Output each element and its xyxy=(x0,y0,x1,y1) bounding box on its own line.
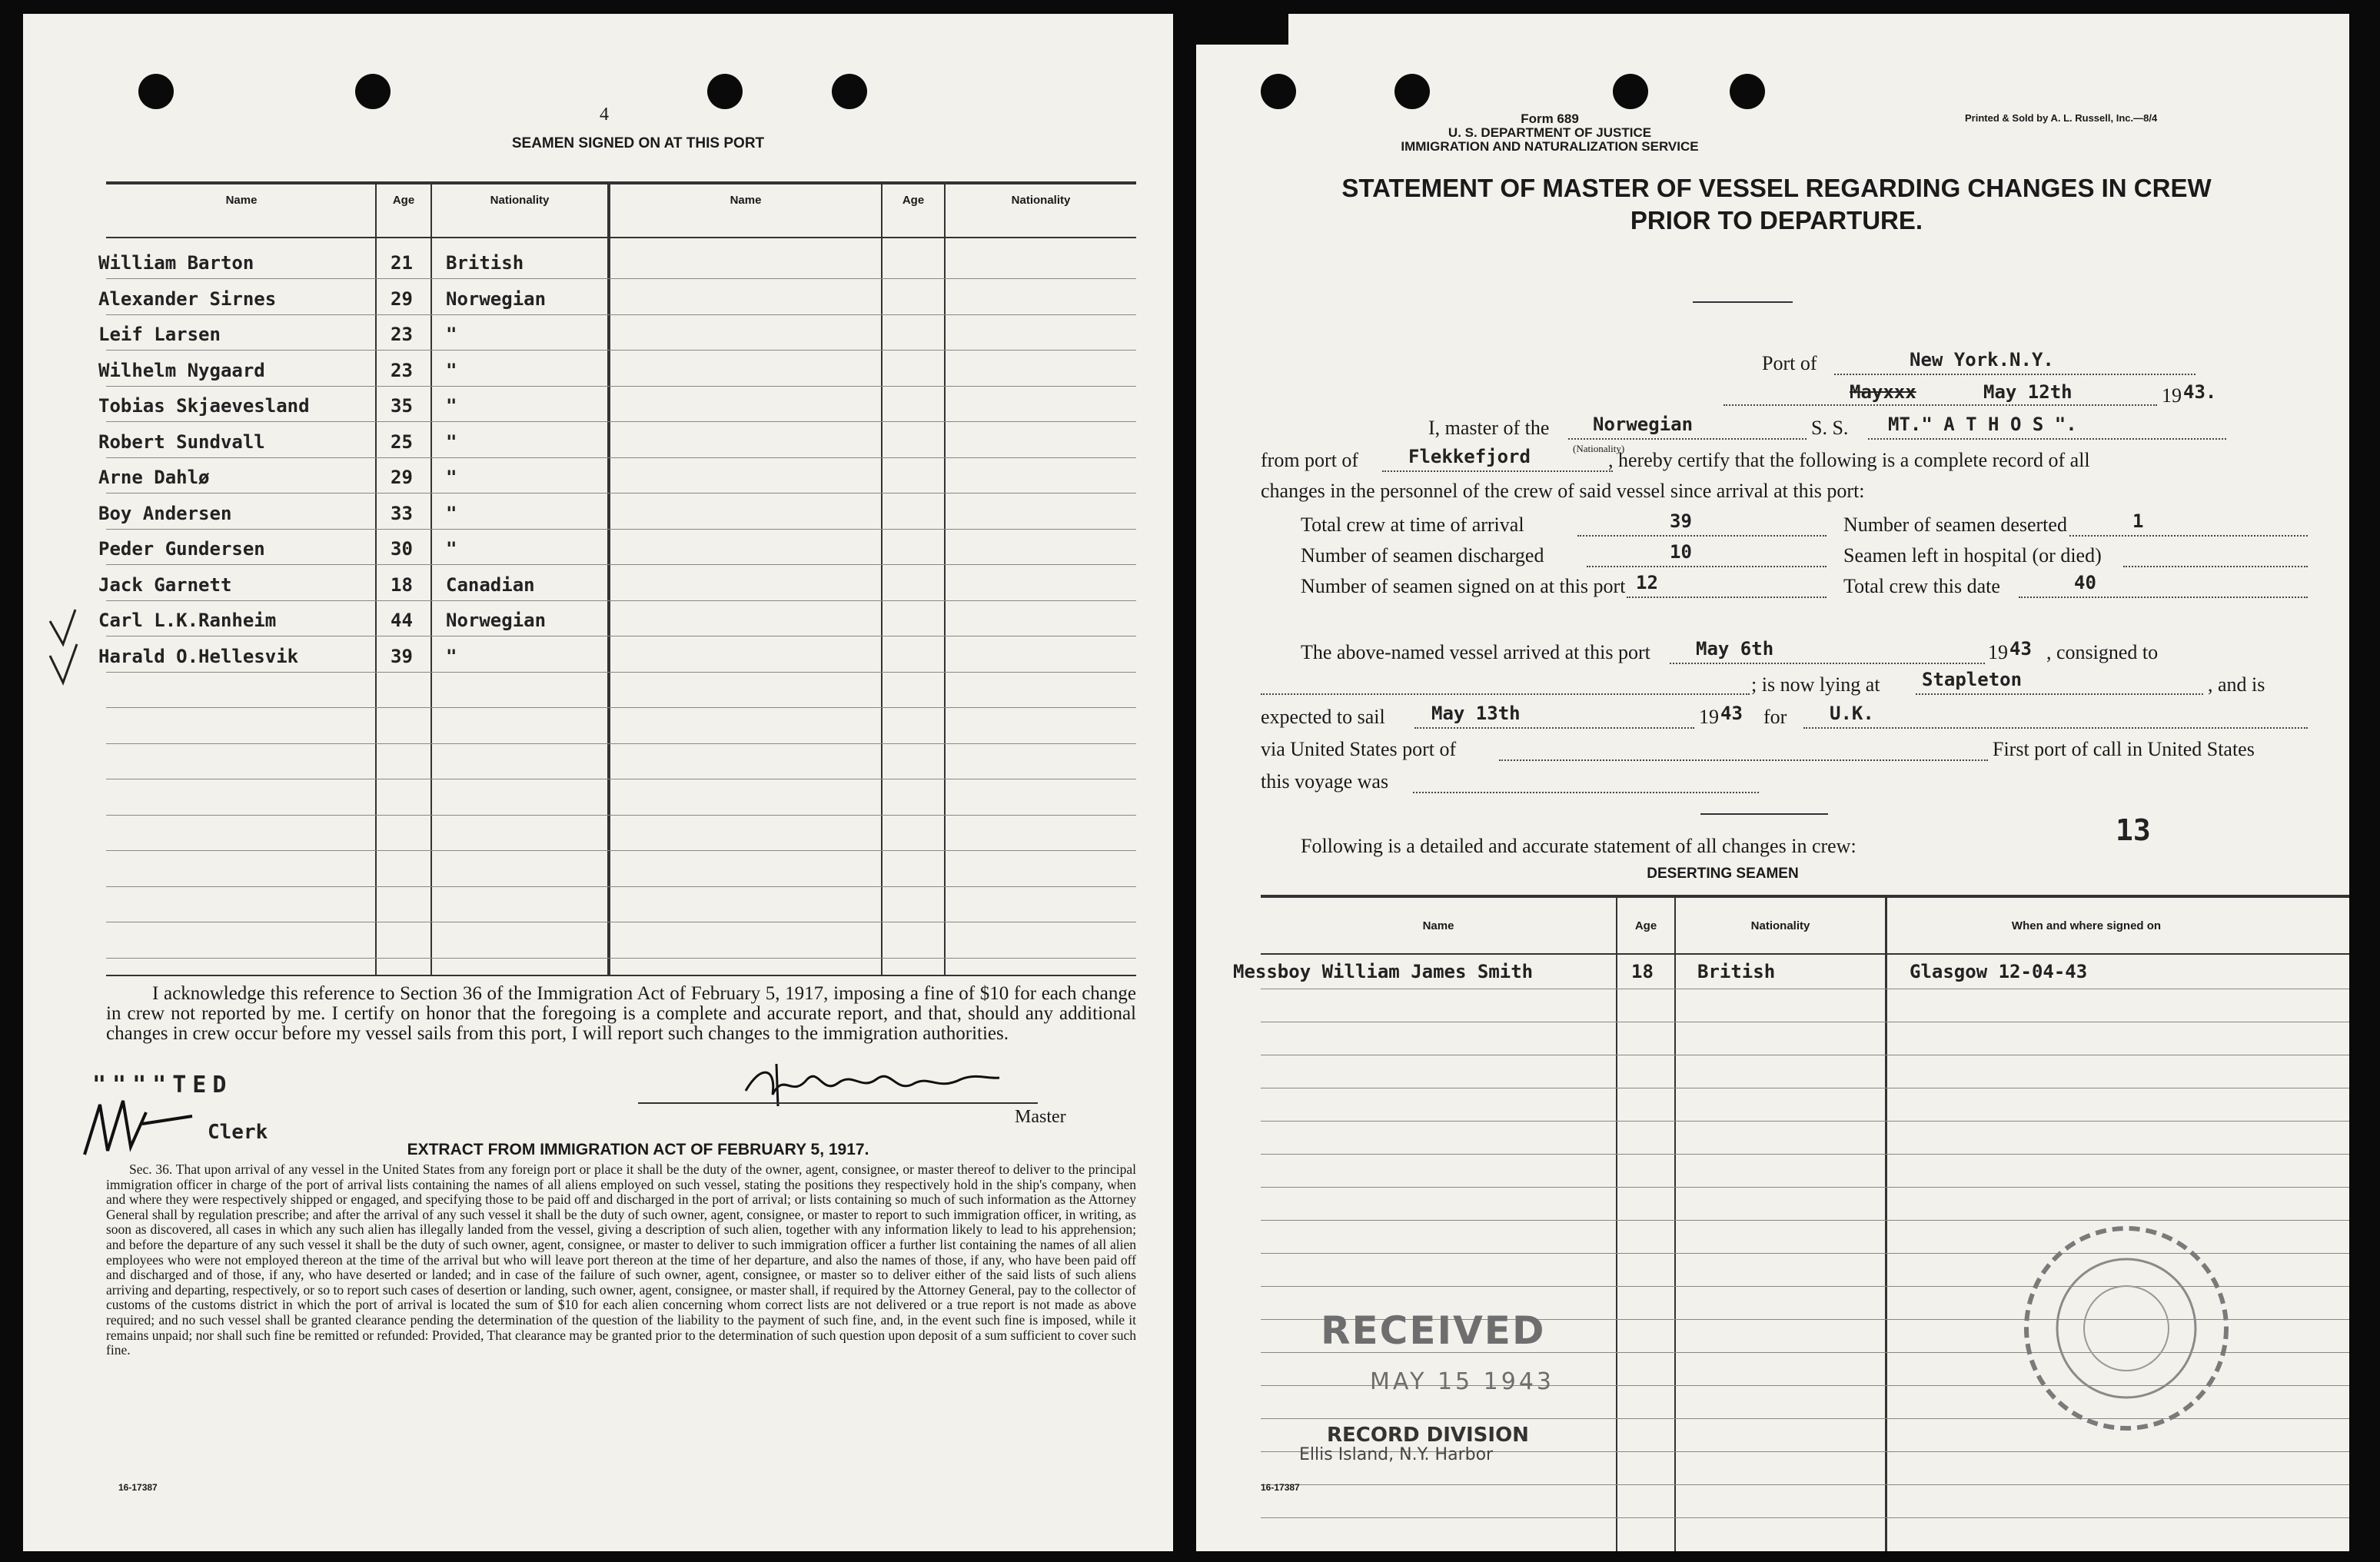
row-line xyxy=(1261,1154,2349,1155)
fill-line xyxy=(1499,759,1988,761)
date-struck: Mayxxx xyxy=(1850,381,1916,403)
discharged-value: 10 xyxy=(1670,541,1692,563)
fill-line xyxy=(1382,470,1613,472)
extract-title: EXTRACT FROM IMMIGRATION ACT OF FEBRUARY 5, 1917. xyxy=(407,1141,869,1158)
col-header-age: Age xyxy=(392,194,415,207)
discharged-label: Number of seamen discharged xyxy=(1301,544,1544,567)
deserting-col-age: Age xyxy=(1634,919,1657,932)
fill-line xyxy=(1587,566,1827,567)
row-line xyxy=(106,672,1136,673)
total-date-label: Total crew this date xyxy=(1843,575,2000,597)
master-of-label: I, master of the xyxy=(1428,417,1550,439)
lying-value: Stapleton xyxy=(1922,669,2023,690)
row-line xyxy=(106,350,1136,351)
row-line xyxy=(106,278,1136,279)
punch-hole xyxy=(138,74,174,109)
seaman-name: Peder Gundersen xyxy=(98,538,265,560)
deserted-value: 1 xyxy=(2132,510,2144,532)
section-rule xyxy=(1700,813,1828,815)
dept-line2: IMMIGRATION AND NATURALIZATION SERVICE xyxy=(1401,139,1699,154)
row-line xyxy=(106,386,1136,387)
check-mark-icon xyxy=(46,606,92,690)
deserting-name: Messboy William James Smith xyxy=(1233,961,1534,982)
left-page xyxy=(23,14,1173,1551)
torn-edge xyxy=(1196,14,1288,45)
col-divider xyxy=(430,183,432,975)
clerk-label: Clerk xyxy=(208,1121,268,1144)
seaman-nationality: " xyxy=(446,359,457,381)
fill-line xyxy=(1414,727,1694,729)
voyage-label: this voyage was xyxy=(1261,770,1389,793)
arrived-year-prefix: 19 xyxy=(1988,641,2008,663)
ship-value: MT." A T H O S ". xyxy=(1888,414,2077,435)
seaman-age: 44 xyxy=(391,610,413,631)
clerk-initials-signature xyxy=(77,1093,200,1162)
seaman-nationality: " xyxy=(446,395,457,417)
row-line xyxy=(106,815,1136,816)
date-value: May 12th xyxy=(1983,381,2073,403)
signed-on-value: 12 xyxy=(1636,572,1658,593)
form-header xyxy=(1358,112,1742,154)
seaman-nationality: " xyxy=(446,645,457,667)
seaman-name: Leif Larsen xyxy=(98,324,221,345)
fill-line xyxy=(1261,693,1750,695)
seaman-name: Wilhelm Nygaard xyxy=(98,359,265,381)
fill-line xyxy=(1577,535,1827,537)
deserting-top-rule xyxy=(1261,895,2349,898)
expected-year: 43 xyxy=(1720,703,1743,724)
seaman-name: Robert Sundvall xyxy=(98,430,265,453)
row-line xyxy=(106,314,1136,315)
row-line xyxy=(106,958,1136,959)
nationality-value: Norwegian xyxy=(1593,414,1694,435)
fill-line xyxy=(1568,438,1807,440)
arrived-year: 43 xyxy=(2009,638,2032,660)
certify-text: , hereby certify that the following is a complete record of all xyxy=(1608,449,2090,471)
fill-line xyxy=(1868,438,2226,440)
row-line xyxy=(1261,1484,2349,1485)
punch-hole xyxy=(1261,74,1296,109)
from-port-label: from port of xyxy=(1261,449,1359,471)
right-page xyxy=(1196,14,2349,1551)
row-line xyxy=(106,529,1136,530)
punch-hole xyxy=(707,74,743,109)
for-value: U.K. xyxy=(1830,703,1874,724)
row-line xyxy=(106,457,1136,458)
form-code: 16-17387 xyxy=(1261,1482,1300,1493)
seaman-age: 29 xyxy=(391,467,413,488)
col-header-name: Name xyxy=(730,194,762,207)
row-line xyxy=(1261,1187,2349,1188)
ss-label: S. S. xyxy=(1811,417,1849,439)
form-code: 16-17387 xyxy=(118,1482,158,1493)
row-line xyxy=(106,850,1136,851)
deserting-signed-on: Glasgow 12-04-43 xyxy=(1910,961,2088,982)
seaman-nationality: British xyxy=(446,252,524,274)
fill-line xyxy=(1803,727,2308,729)
nationality-note: (Nationality) xyxy=(1573,443,1625,454)
dept-line1: U. S. DEPARTMENT OF JUSTICE xyxy=(1448,125,1652,140)
for-label: for xyxy=(1763,706,1787,728)
seaman-nationality: " xyxy=(446,324,457,345)
expected-label: expected to sail xyxy=(1261,706,1385,728)
punch-hole xyxy=(1613,74,1648,109)
deserting-nationality: British xyxy=(1697,961,1776,982)
fill-line xyxy=(1413,792,1759,793)
consigned-label: , consigned to xyxy=(2046,641,2159,663)
first-port-label: First port of call in United States xyxy=(1993,738,2255,760)
col-divider xyxy=(1674,896,1676,1551)
col-header-name: Name xyxy=(225,194,258,207)
port-value: New York.N.Y. xyxy=(1910,349,2054,371)
row-line xyxy=(106,743,1136,744)
round-seal-stamp xyxy=(2011,1213,2242,1444)
seaman-nationality: Norwegian xyxy=(446,287,547,310)
punch-hole xyxy=(1730,74,1765,109)
punch-hole xyxy=(1394,74,1430,109)
seaman-age: 33 xyxy=(391,502,413,524)
col-divider xyxy=(1616,896,1617,1551)
fill-line xyxy=(1724,404,2157,406)
col-divider xyxy=(944,183,946,975)
printer-note: Printed & Sold by A. L. Russell, Inc.—8/4 xyxy=(1965,112,2158,124)
seaman-nationality: " xyxy=(446,502,457,524)
row-line xyxy=(106,707,1136,708)
fill-line xyxy=(1627,597,1827,598)
seaman-age: 18 xyxy=(391,573,413,596)
row-line xyxy=(1261,1121,2349,1122)
certify-text2: changes in the personnel of the crew of said vessel since arrival at this port: xyxy=(1261,480,1865,502)
received-stamp: RECEIVED xyxy=(1321,1308,1546,1353)
title-rule xyxy=(1693,301,1793,303)
seaman-age: 30 xyxy=(391,538,413,560)
seaman-nationality: " xyxy=(446,430,457,453)
stamp-partial: """"TED xyxy=(92,1072,233,1098)
fill-line xyxy=(2019,597,2308,598)
col-header-age: Age xyxy=(902,194,925,207)
seaman-age: 35 xyxy=(391,395,413,417)
deserting-age: 18 xyxy=(1631,961,1654,982)
form-title xyxy=(1335,172,2219,237)
total-arrival-value: 39 xyxy=(1670,510,1692,532)
seaman-age: 29 xyxy=(391,287,413,310)
deserting-col-name: Name xyxy=(1422,919,1454,932)
seaman-name: Harald O.Hellesvik xyxy=(98,645,299,667)
row-line xyxy=(106,493,1136,494)
row-line xyxy=(106,564,1136,565)
record-division: RECORD DIVISION xyxy=(1327,1424,1529,1447)
seaman-age: 39 xyxy=(391,645,413,667)
total-arrival-label: Total crew at time of arrival xyxy=(1301,513,1524,536)
seaman-age: 21 xyxy=(391,252,413,274)
row-line xyxy=(106,886,1136,887)
seaman-nationality: " xyxy=(446,467,457,488)
col-divider xyxy=(1885,896,1887,1551)
fill-line xyxy=(1916,693,2203,695)
deserting-col-nationality: Nationality xyxy=(1750,919,1810,932)
punch-hole xyxy=(832,74,867,109)
master-label: Master xyxy=(1015,1107,1066,1127)
received-date: MAY 15 1943 xyxy=(1370,1368,1554,1395)
col-header-nationality: Nationality xyxy=(490,194,550,207)
punch-hole xyxy=(355,74,391,109)
row-line xyxy=(1261,1517,2349,1518)
changes-count: 13 xyxy=(2116,813,2151,847)
seaman-name: Carl L.K.Ranheim xyxy=(98,610,277,631)
fill-line xyxy=(2123,566,2308,567)
year-value: 43. xyxy=(2183,381,2217,403)
seaman-name: Tobias Skjaevesland xyxy=(98,395,310,417)
row-line xyxy=(106,600,1136,601)
deserting-header-rule xyxy=(1261,953,2349,955)
table-header-rule xyxy=(106,237,1136,238)
seaman-age: 25 xyxy=(391,430,413,453)
and-is-label: , and is xyxy=(2208,673,2265,696)
form-number: Form 689 xyxy=(1521,111,1579,126)
hospital-label: Seamen left in hospital (or died) xyxy=(1843,544,2102,567)
signed-on-label: Number of seamen signed on at this port xyxy=(1301,575,1626,597)
deserted-label: Number of seamen deserted xyxy=(1843,513,2067,536)
arrived-value: May 6th xyxy=(1696,638,1774,660)
from-port-value: Flekkefjord xyxy=(1408,446,1531,467)
fill-line xyxy=(1834,374,2196,375)
seaman-name: Boy Andersen xyxy=(98,502,232,524)
seaman-name: Arne Dahlø xyxy=(98,467,210,488)
following-label: Following is a detailed and accurate statement of all changes in crew: xyxy=(1301,835,1856,857)
seaman-name: Alexander Sirnes xyxy=(98,287,277,310)
seaman-nationality: " xyxy=(446,538,457,560)
row-line xyxy=(106,421,1136,422)
seaman-name: William Barton xyxy=(98,252,254,274)
fill-line xyxy=(2069,535,2308,537)
seaman-name: Jack Garnett xyxy=(98,573,232,596)
acknowledgement-text: I acknowledge this reference to Section 36 of the Immigration Act of February 5, 1917, imposing a fine of $10 for each change in crew not reported by me. I certify on honor that the foregoing is a complete and accurate report, and that, should any additional changes in crew occur before my vessel sails from this port, I will report such changes to the immigration authorities. xyxy=(106,983,1136,1044)
via-label: via United States port of xyxy=(1261,738,1457,760)
deserting-col-signed-on: When and where signed on xyxy=(2011,919,2162,932)
seaman-age: 23 xyxy=(391,359,413,381)
master-signature-line xyxy=(638,1102,1038,1104)
seaman-age: 23 xyxy=(391,324,413,345)
total-date-value: 40 xyxy=(2074,572,2096,593)
fill-line xyxy=(1670,663,1985,664)
title-line2: PRIOR TO DEPARTURE. xyxy=(1630,206,1923,234)
section-title: SEAMEN SIGNED ON AT THIS PORT xyxy=(511,135,765,151)
col-divider xyxy=(607,183,610,975)
port-label: Port of xyxy=(1762,352,1817,374)
seaman-nationality: Norwegian xyxy=(446,610,547,631)
deserting-title: DESERTING SEAMEN xyxy=(1647,866,1799,882)
col-divider xyxy=(881,183,883,975)
lying-label: ; is now lying at xyxy=(1751,673,1880,696)
year-prefix: 19 xyxy=(2162,384,2182,407)
arrived-label: The above-named vessel arrived at this port xyxy=(1301,641,1650,663)
table-top-rule xyxy=(106,181,1136,184)
expected-value: May 13th xyxy=(1431,703,1521,724)
extract-text: Sec. 36. That upon arrival of any vessel in the United States from any foreign port or place it shall be the duty of the owner, agent, consignee, or master thereof to deliver to the principal immigration officer in charge of the port of arrival lists containing the names of all aliens employed on such vessel, stating the positions they respectively hold in the ship's company, when and where they were respectively shipped or engaged, and specifying those to be paid off and discharged in the port of arrival; or lists containing so much of such information as the Attorney General shall by regulation prescribe; and after the arrival of any such vessel it shall be the duty of such owner, agent, consignee, or master to report to such immigration officer, in writing, as soon as discovered, all cases in which any such alien has illegally landed from the vessel, giving a description of such alien, together with any information likely to lead to his apprehension; and before the departure of any such vessel it shall be the duty of such owner, agent, consignee, or master to deliver to such immigration officer a further list containing the names of all alien employees who were not employed thereon at the time of the arrival but who will leave port thereon at the time of her departure, and also the names of those, if any, who have been paid off and discharged and of those, if any, who have deserted or landed; and in case of the failure of such owner, agent, consignee, or master so to deliver either of the said lists of such aliens arriving and departing, respectively, or so to report such cases of desertion or landing, such owner, agent, consignee, or master shall, if required by the Attorney General, pay to the collector of customs of the customs district in which the port of arrival is located the sum of $10 for each alien concerning whom correct lists are not delivered or a true report is not made as above required; and no such vessel shall be granted clearance pending the determination of the question of the liability to the payment of such fine, and, in the event such fine is imposed, while it remains unpaid; nor shall such fine be remitted or refunded: Provided, That clearance may be granted prior to the determination of such question upon deposit of a sum sufficient to cover such fine. xyxy=(106,1162,1136,1358)
title-line1: STATEMENT OF MASTER OF VESSEL REGARDING CHANGES IN CREW xyxy=(1341,174,2212,202)
page-number: 4 xyxy=(600,105,609,125)
col-header-nationality: Nationality xyxy=(1011,194,1071,207)
ellis-island: Ellis Island, N.Y. Harbor xyxy=(1299,1445,1494,1464)
col-divider xyxy=(375,183,377,975)
table-bottom-rule xyxy=(106,975,1136,976)
expected-year-prefix: 19 xyxy=(1699,706,1719,728)
seaman-nationality: Canadian xyxy=(446,573,535,596)
